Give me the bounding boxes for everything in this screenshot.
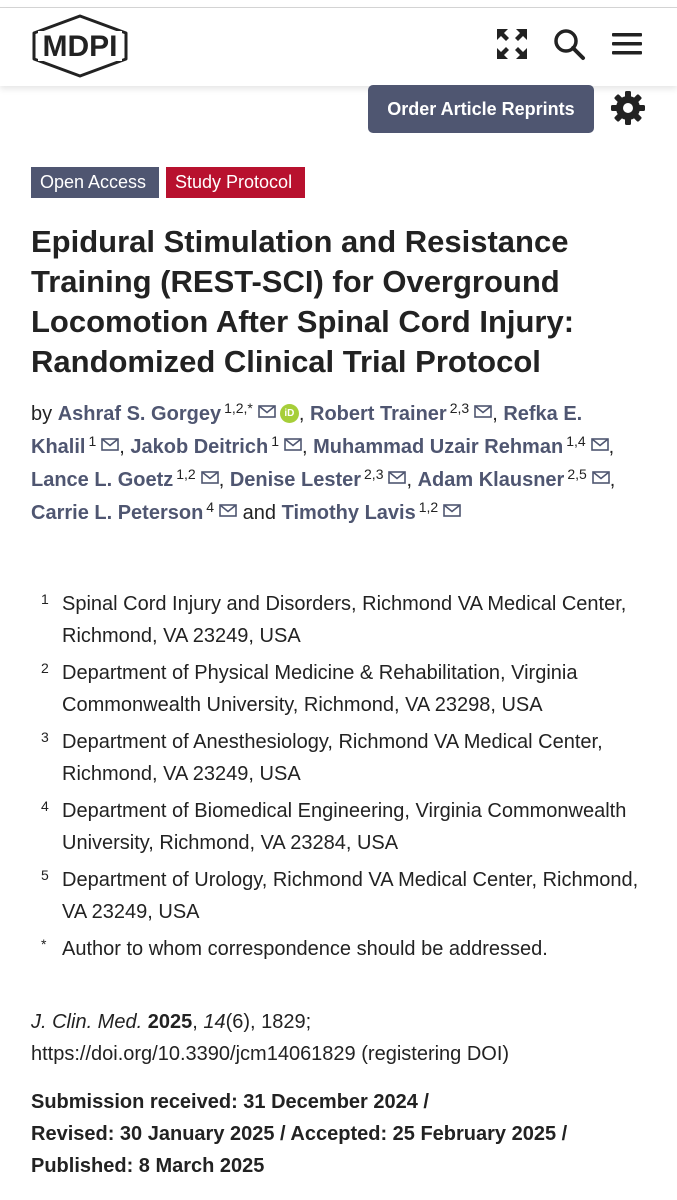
email-icon[interactable] [219, 504, 237, 517]
author-name[interactable]: Ashraf S. Gorgey [57, 403, 222, 425]
email-icon[interactable] [201, 471, 219, 484]
author-name[interactable]: Muhammad Uzair Rehman [313, 436, 564, 458]
author-affil: 1 [271, 433, 279, 449]
email-icon[interactable] [258, 405, 276, 418]
affiliation-text: Department of Physical Medicine & Rehabilitation, Virginia Commonwealth University, Richmond, VA 23298, USA [62, 662, 578, 716]
affiliation-number: 4 [41, 798, 49, 814]
affiliation-text: Spinal Cord Injury and Disorders, Richmond VA Medical Center, Richmond, VA 23249, USA [62, 593, 627, 647]
site-header [0, 8, 677, 86]
hamburger-menu-icon[interactable] [609, 26, 645, 62]
author-name[interactable]: Jakob Deitrich [130, 436, 269, 458]
citation-year: 2025 [147, 1011, 193, 1033]
doi-note: (registering DOI) [361, 1043, 510, 1065]
affiliation-item [31, 588, 651, 652]
citation: J. Clin. Med. 2025, 14(6), 1829; https://doi.org/10.3390/jcm14061829 (registering DOI) [31, 1011, 510, 1065]
author-list: by Ashraf S. Gorgey $^{1,2,*}$ iD , Robert Trainer $^{2,3}$ , Refka E. Khalil $^1$ , Jakob Deitrich $^1$ , Muhammad Uzair Rehman $^{1,4}$ , Lance L. Goetz $^{1,2}$ , Denise Lester $^{2,3}$ , Adam Klausner $^{2,5}$ , Carrie L. Peterson $^4$ and Timothy Lavis $^{1,2}$ [31, 400, 616, 524]
email-icon[interactable] [592, 471, 610, 484]
orcid-icon[interactable]: iD [280, 404, 299, 423]
author-name[interactable]: Refka E. Khalil [31, 403, 583, 458]
gear-icon[interactable] [610, 90, 646, 126]
citation-pages: 1829; [261, 1011, 312, 1033]
author-affil: 1,4 [566, 433, 586, 449]
article-title: Epidural Stimulation and Resistance Training (REST-SCI) for Overground Locomotion After Spinal Cord Injury: Randomized Clinical Trial Protocol [31, 224, 575, 379]
affiliation-item [31, 864, 651, 928]
affiliation-number: 5 [41, 867, 49, 883]
email-icon[interactable] [443, 504, 461, 517]
author-name[interactable]: Adam Klausner [417, 469, 565, 491]
affiliation-text: Author to whom correspondence should be addressed. [62, 938, 548, 960]
author-affil: 1,2 [176, 466, 196, 482]
by-label: by [31, 403, 53, 425]
citation-volume: 14 [203, 1011, 226, 1033]
affiliation-list [31, 588, 651, 970]
publication-dates [31, 1086, 651, 1182]
author-name[interactable]: Lance L. Goetz [31, 469, 174, 491]
author-affil: 2,5 [567, 466, 587, 482]
author-name[interactable]: Carrie L. Peterson [31, 502, 204, 524]
affiliation-number: * [41, 936, 47, 952]
email-icon[interactable] [388, 471, 406, 484]
article-type-badge: Study Protocol [166, 167, 305, 198]
affiliation-number: 3 [41, 729, 49, 745]
date-revised-accepted: Revised: 30 January 2025 / Accepted: 25 February 2025 / [31, 1123, 568, 1145]
author-name[interactable]: Robert Trainer [310, 403, 447, 425]
affiliation-text: Department of Urology, Richmond VA Medical Center, Richmond, VA 23249, USA [62, 869, 639, 923]
author-affil: 1 [88, 433, 97, 449]
date-published: Published: 8 March 2025 [31, 1155, 265, 1177]
affiliation-item [31, 726, 651, 790]
author-name[interactable]: Denise Lester [229, 469, 362, 491]
expand-icon[interactable] [494, 26, 530, 62]
affiliation-number: 2 [41, 660, 49, 676]
email-icon[interactable] [474, 405, 492, 418]
affiliation-item [31, 657, 651, 721]
doi-link[interactable]: https://doi.org/10.3390/jcm14061829 [31, 1043, 356, 1065]
svg-text:MDPI: MDPI [42, 30, 118, 63]
author-affil: 2,3 [364, 466, 384, 482]
search-icon[interactable] [551, 26, 587, 62]
author-affil: 4 [206, 499, 215, 515]
order-reprints-button[interactable]: Order Article Reprints [368, 85, 594, 133]
open-access-badge[interactable]: Open Access [31, 167, 159, 198]
affiliation-text: Department of Anesthesiology, Richmond VA Medical Center, Richmond, VA 23249, USA [62, 731, 603, 785]
author-name[interactable]: Timothy Lavis [281, 502, 416, 524]
author-affil: 1,2,* [224, 400, 253, 416]
journal-name[interactable]: J. Clin. Med. [31, 1011, 143, 1033]
citation-issue: (6) [225, 1011, 251, 1033]
email-icon[interactable] [101, 438, 119, 451]
affiliation-item [31, 795, 651, 859]
mdpi-logo[interactable] [30, 13, 130, 79]
date-received: Submission received: 31 December 2024 / [31, 1091, 429, 1113]
author-affil: 1,2 [418, 499, 439, 515]
email-icon[interactable] [284, 438, 302, 451]
affiliation-number: 1 [41, 591, 49, 607]
affiliation-text: Department of Biomedical Engineering, Virginia Commonwealth University, Richmond, VA 23284, USA [62, 800, 627, 854]
email-icon[interactable] [591, 438, 609, 451]
author-affil: 2,3 [449, 400, 470, 416]
and-label: and [242, 502, 277, 524]
affiliation-item [31, 933, 651, 965]
